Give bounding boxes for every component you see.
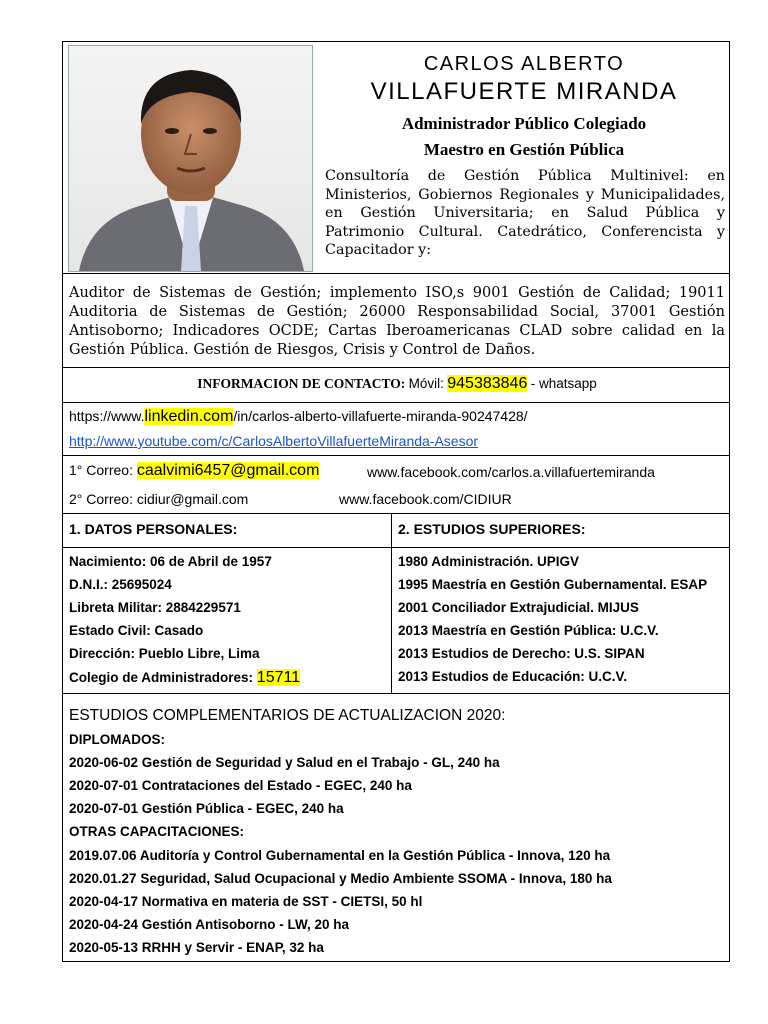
linkedin-domain: linkedin.com <box>144 408 234 425</box>
mobile-label: Móvil: <box>408 376 444 391</box>
personal-row: Dirección: Pueblo Libre, Lima <box>69 646 260 661</box>
training-item: 2020-05-13 RRHH y Servir - ENAP, 32 ha <box>69 940 324 955</box>
consulting-summary: Consultoría de Gestión Pública Multinivel: en Ministerios, Gobiernos Regionales y Municipalidades, en Gestión Universitaria; en Salud Pública y Patrimonio Cultural. Catedrático, Conferencista y Capacitador y: <box>325 168 725 258</box>
diplomas-label: DIPLOMADOS: <box>69 732 165 747</box>
college-label: Colegio de Administradores: <box>69 670 254 685</box>
email1-value[interactable]: caalvimi6457@gmail.com <box>136 462 320 479</box>
professional-title: Administrador Público Colegiado <box>401 114 647 133</box>
personal-row: Estado Civil: Casado <box>69 623 204 638</box>
cv-frame <box>62 41 730 962</box>
email2-value[interactable]: cidiur@gmail.com <box>136 491 249 507</box>
study-row: 2013 Maestría en Gestión Pública: U.C.V. <box>398 623 659 638</box>
diploma-item: 2020-07-01 Contrataciones del Estado - EGEC, 240 ha <box>69 778 412 793</box>
divider <box>63 455 729 456</box>
diploma-item: 2020-07-01 Gestión Pública - EGEC, 240 ha <box>69 801 344 816</box>
personal-row: Libreta Militar: 2884229571 <box>69 600 241 615</box>
study-row: 2013 Estudios de Educación: U.C.V. <box>398 669 628 684</box>
whatsapp-label: - whatsapp <box>530 376 597 391</box>
divider <box>63 513 729 514</box>
first-name: CARLOS ALBERTO <box>423 53 625 75</box>
divider <box>63 547 729 548</box>
divider <box>63 367 729 368</box>
mobile-number[interactable]: 945383846 <box>447 375 528 392</box>
email1-label: 1° Correo: <box>69 462 133 478</box>
personal-heading: 1. DATOS PERSONALES: <box>69 521 238 537</box>
personal-row: Nacimiento: 06 de Abril de 1957 <box>69 554 272 569</box>
college-row <box>69 669 300 687</box>
training-item: 2019.07.06 Auditoría y Control Gubernamental en la Gestión Pública - Innova, 120 ha <box>69 848 611 863</box>
email-secondary <box>69 491 248 507</box>
auditor-summary: Auditor de Sistemas de Gestión; implemento ISO,s 9001 Gestión de Calidad; 19011 Auditoria de Sistemas de Gestión; 26000 Responsabilidad Social, 37001 Gestión Antisoborno; Indicadores OCDE; Cartas Iberoamericanas CLAD sobre calidad en la Gestión Pública. Gestión de Riesgos, Crisis y Control de Daños. <box>69 285 725 358</box>
training-item: 2020-04-24 Gestión Antisoborno - LW, 20 ha <box>69 917 350 932</box>
contact-info <box>63 375 731 393</box>
study-row: 2013 Estudios de Derecho: U.S. SIPAN <box>398 646 645 661</box>
diploma-item: 2020-06-02 Gestión de Seguridad y Salud en el Trabajo - GL, 240 ha <box>69 755 500 770</box>
complementary-heading: ESTUDIOS COMPLEMENTARIOS DE ACTUALIZACION 2020: <box>69 707 506 724</box>
studies-heading: 2. ESTUDIOS SUPERIORES: <box>398 521 586 537</box>
email-primary <box>69 462 319 480</box>
personal-row: D.N.I.: 25695024 <box>69 577 172 592</box>
other-trainings-label: OTRAS CAPACITACIONES: <box>69 824 244 839</box>
divider <box>63 693 729 694</box>
linkedin-prefix: https://www. <box>69 408 145 424</box>
portrait-image <box>69 46 312 271</box>
facebook-link-1[interactable]: www.facebook.com/carlos.a.villafuertemiranda <box>367 464 655 480</box>
facebook-link-2[interactable]: www.facebook.com/CIDIUR <box>339 491 512 507</box>
divider <box>63 402 729 403</box>
column-divider <box>391 513 392 693</box>
study-row: 2001 Conciliador Extrajudicial. MIJUS <box>398 600 639 615</box>
training-item: 2020.01.27 Seguridad, Salud Ocupacional y Medio Ambiente SSOMA - Innova, 180 ha <box>69 871 612 886</box>
linkedin-path: /in/carlos-alberto-villafuerte-miranda-90247428/ <box>233 408 528 424</box>
profile-photo <box>68 45 313 272</box>
last-name: VILLAFUERTE MIRANDA <box>370 78 678 105</box>
study-row: 1995 Maestría en Gestión Gubernamental. ESAP <box>398 577 708 592</box>
college-number: 15711 <box>256 669 301 686</box>
youtube-link[interactable]: http://www.youtube.com/c/CarlosAlbertoVillafuerteMiranda-Asesor <box>69 433 479 449</box>
email2-label: 2° Correo: <box>69 491 133 507</box>
training-item: 2020-04-17 Normativa en materia de SST - CIETSI, 50 hl <box>69 894 423 909</box>
linkedin-link[interactable] <box>69 408 528 426</box>
divider <box>63 273 729 274</box>
contact-label: INFORMACION DE CONTACTO: <box>197 376 406 391</box>
degree-title: Maestro en Gestión Pública <box>423 140 625 159</box>
study-row: 1980 Administración. UPIGV <box>398 554 580 569</box>
